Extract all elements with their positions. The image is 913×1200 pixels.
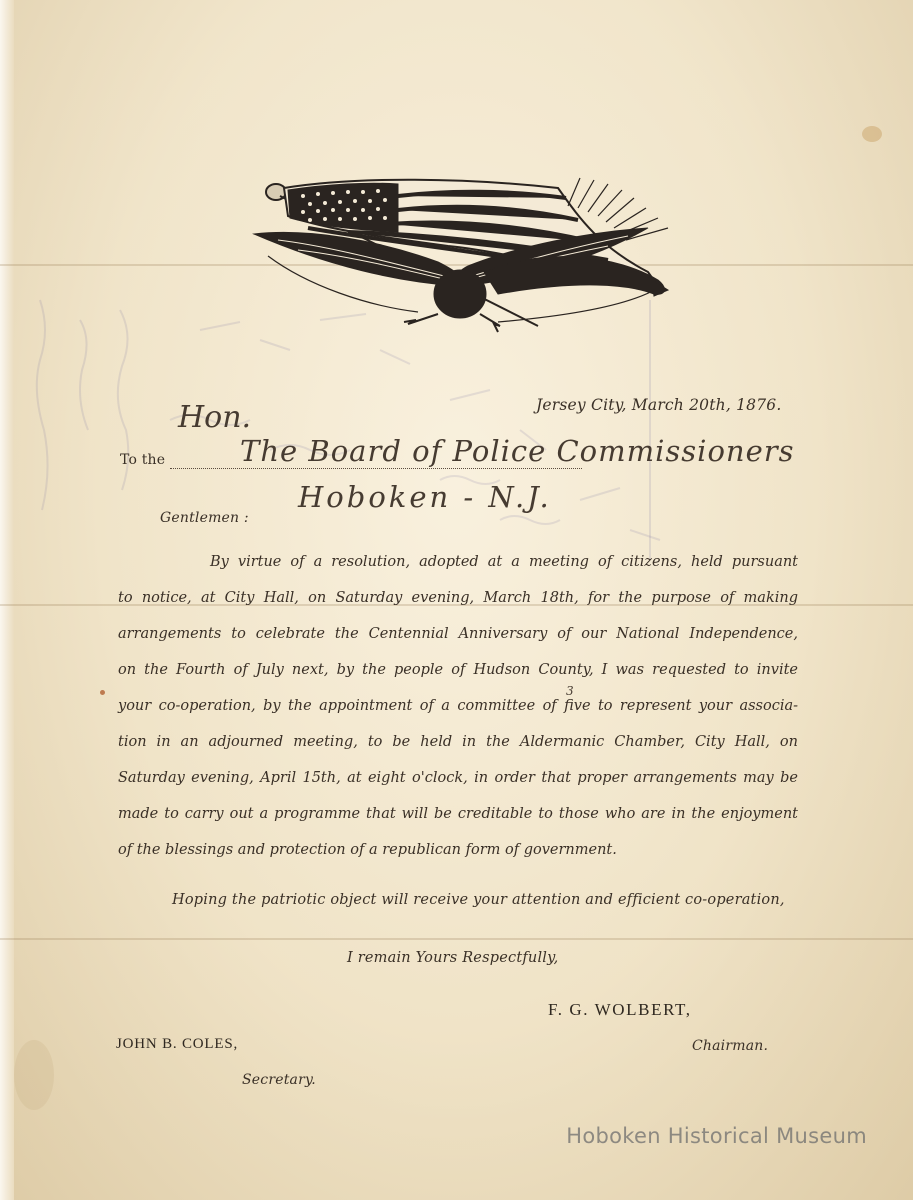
body-line: your co-operation, by the appointment of a committee of five to represent your associa-	[118, 698, 798, 714]
salutation-prefix: To the	[120, 452, 166, 468]
body-line: Saturday evening, April 15th, at eight o'clock, in order that proper arrangements may be	[118, 770, 798, 786]
secretary-title: Secretary.	[242, 1072, 316, 1088]
body-line: arrangements to celebrate the Centennial Anniversary of our National Independence,	[118, 626, 798, 642]
handwritten-insert: 3	[566, 684, 574, 698]
secretary-name: JOHN B. COLES,	[116, 1036, 239, 1052]
address-line	[170, 468, 582, 469]
body-line: By virtue of a resolution, adopted at a meeting of citizens, held pursuant	[210, 554, 798, 570]
paper-edge	[0, 0, 14, 1200]
body-line: tion in an adjourned meeting, to be held in the Aldermanic Chamber, City Hall, on	[118, 734, 798, 750]
fold-line	[0, 938, 913, 940]
handwritten-recipient: The Board of Police Commissioners	[240, 434, 795, 468]
paper-stain	[100, 690, 105, 695]
body-line: made to carry out a programme that will be creditable to those who are in the enjoyment	[118, 806, 798, 822]
greeting: Gentlemen :	[160, 510, 249, 526]
museum-watermark: Hoboken Historical Museum	[566, 1124, 867, 1148]
body-line: to notice, at City Hall, on Saturday evening, March 18th, for the purpose of making	[118, 590, 798, 606]
paper-stain	[14, 1040, 54, 1110]
body-line: of the blessings and protection of a republican form of government.	[118, 842, 617, 858]
body-line: on the Fourth of July next, by the people of Hudson County, I was requested to invite	[118, 662, 798, 678]
handwritten-location: Hoboken - N.J.	[298, 480, 552, 514]
chairman-title: Chairman.	[692, 1038, 769, 1054]
closing-line: Hoping the patriotic object will receive your attention and efficient co-operation,	[172, 892, 785, 908]
chairman-name: F. G. WOLBERT,	[548, 1000, 692, 1019]
handwritten-honorific: Hon.	[178, 400, 252, 435]
eagle-flag-icon	[248, 176, 678, 334]
dateline: Jersey City, March 20th, 1876.	[536, 396, 782, 414]
sign-off: I remain Yours Respectfully,	[347, 950, 559, 966]
paper-stain	[862, 126, 882, 142]
